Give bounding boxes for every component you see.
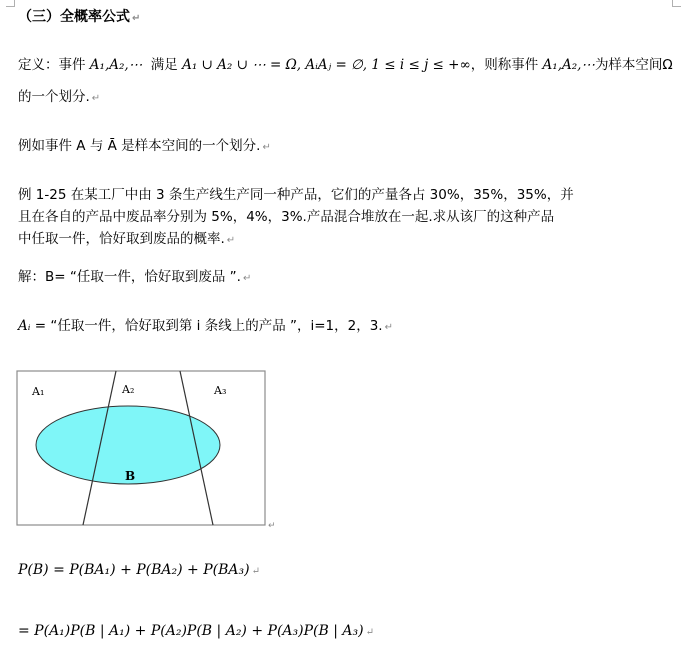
example-problem-line-3: 中任取一件，恰好取到废品的概率. ↵ bbox=[18, 231, 236, 247]
events-expression-2: A₁,A₂,⋯ bbox=[542, 57, 595, 73]
paragraph-mark: ↵ bbox=[365, 627, 374, 638]
paragraph-mark: ↵ bbox=[268, 521, 276, 530]
example-problem-line-2: 且在各自的产品中废品率分别为 5%，4%，3%.产品混合堆放在一起.求从该厂的这种产品 bbox=[18, 209, 555, 225]
definition-line-1: 定义：事件 A₁,A₂,⋯ 满足 A₁ ∪ A₂ ∪ ⋯ = Ω, AᵢAⱼ = ∅, 1 ≤ i ≤ j ≤ +∞，则称事件 A₁,A₂,⋯为样本空间Ω bbox=[18, 57, 673, 73]
total-probability-formula-expanded: = P(A₁)P(B | A₁) + P(A₂)P(B | A₂) + P(A₃)P(B | A₃) ↵ bbox=[18, 623, 374, 639]
paragraph-mark: ↵ bbox=[91, 93, 101, 104]
paragraph-mark: ↵ bbox=[384, 322, 393, 333]
solution-event-b: 解：B= “任取一件，恰好取到废品 ”. ↵ bbox=[18, 269, 252, 285]
paragraph-mark: ↵ bbox=[132, 13, 141, 24]
label-a1: A₁ bbox=[32, 385, 45, 398]
total-probability-formula: P(B) = P(BA₁) + P(BA₂) + P(BA₃) ↵ bbox=[18, 562, 260, 578]
paragraph-mark: ↵ bbox=[242, 273, 252, 284]
page-corner-mark-right bbox=[672, 0, 681, 7]
paragraph-mark: ↵ bbox=[262, 142, 271, 153]
example-problem-line-1: 例 1-25 在某工厂中由 3 条生产线生产同一种产品，它们的产量各占 30%，35%，35%，并 bbox=[18, 187, 574, 203]
solution-event-ai: Aᵢ = “任取一件，恰好取到第 i 条线上的产品 ”，i=1，2，3. ↵ bbox=[18, 318, 393, 334]
partition-example: 例如事件 A 与 Ā 是样本空间的一个划分. ↵ bbox=[18, 138, 271, 154]
definition-line-2: 的一个划分. ↵ bbox=[18, 89, 101, 105]
page-corner-mark-left bbox=[6, 0, 15, 7]
paragraph-mark: ↵ bbox=[251, 566, 260, 577]
ai-symbol: Aᵢ bbox=[18, 318, 31, 334]
label-b: B bbox=[125, 469, 136, 483]
paragraph-mark: ↵ bbox=[226, 235, 236, 246]
label-a2: A₂ bbox=[122, 383, 135, 396]
label-a3: A₃ bbox=[214, 384, 227, 397]
partition-condition: A₁ ∪ A₂ ∪ ⋯ = Ω, AᵢAⱼ = ∅, 1 ≤ i ≤ j ≤ +∞ bbox=[182, 57, 471, 73]
events-expression: A₁,A₂,⋯ bbox=[89, 57, 143, 73]
partition-venn-diagram bbox=[16, 370, 278, 530]
section-heading: （三）全概率公式 ↵ bbox=[18, 9, 141, 25]
